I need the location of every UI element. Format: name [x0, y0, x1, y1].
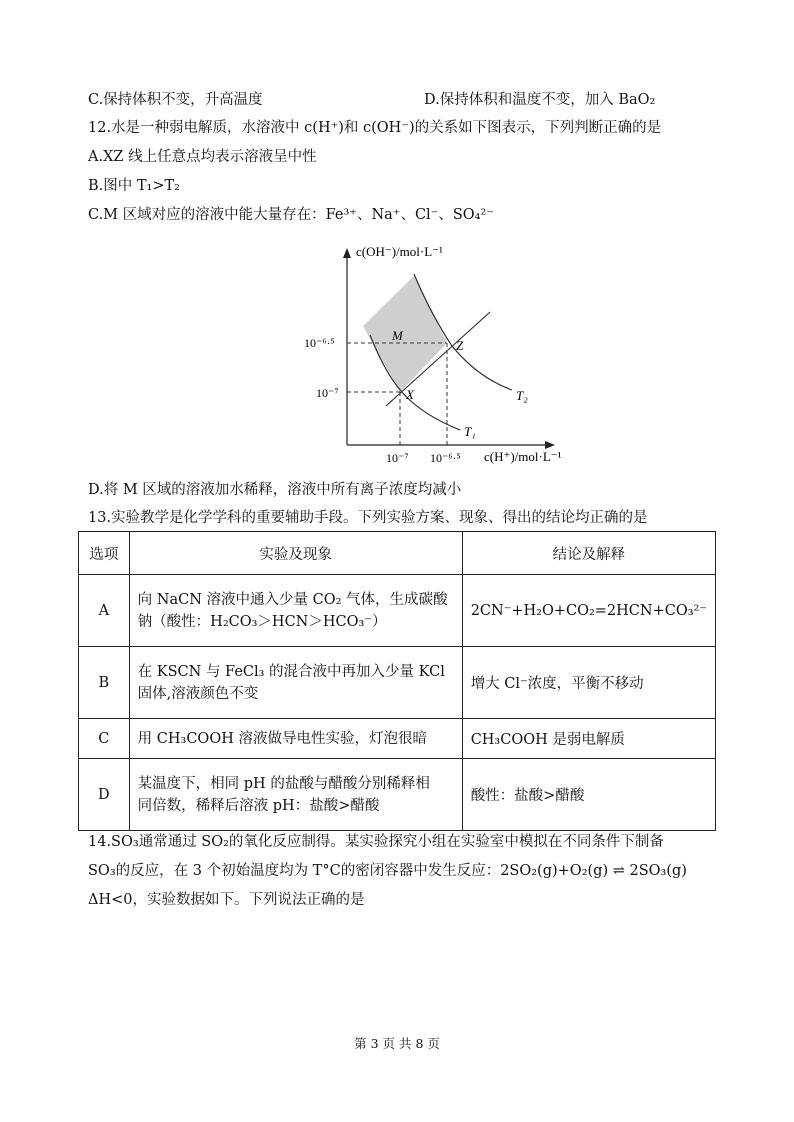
x-tick-high: 10⁻⁶·⁵: [430, 451, 461, 465]
x-tick-low: 10⁻⁷: [386, 451, 409, 465]
page-footer: 第 3 页 共 8 页: [354, 1036, 440, 1051]
row-experiment: [129, 719, 462, 759]
row-option: C: [79, 719, 130, 759]
row-option: B: [79, 647, 130, 719]
q12-option-a: A.XZ 线上任意点均表示溶液呈中性: [88, 149, 317, 165]
y-axis-arrow: [343, 248, 351, 258]
row-experiment-line1: 用 CH₃COOH 溶液做导电性实验，灯泡很暗: [137, 730, 427, 747]
q13-options-table: [78, 531, 716, 831]
row-experiment: [129, 759, 462, 831]
point-label-x: X: [406, 387, 414, 402]
header-experiment: 实验及现象: [129, 532, 462, 575]
row-experiment-line1: 某温度下，相同 pH 的盐酸与醋酸分别稀释相: [137, 775, 430, 792]
row-experiment-line2: 同倍数，稀释后溶液 pH：盐酸>醋酸: [137, 797, 380, 814]
q13-stem: 13.实验教学是化学学科的重要辅助手段。下列实验方案、现象、得出的结论均正确的是: [88, 510, 648, 526]
point-label-z: Z: [456, 338, 464, 353]
row-conclusion: 增大 Cl⁻浓度，平衡不移动: [462, 647, 715, 719]
row-experiment-line2: 钠（酸性：H₂CO₃＞HCN＞HCO₃⁻）: [137, 613, 387, 630]
row-conclusion: CH₃COOH 是弱电解质: [462, 719, 715, 759]
water-ion-product-graph: [300, 240, 600, 472]
q14-line1: 14.SO₃通常通过 SO₂的氧化反应制得。某实验探究小组在实验室中模拟在不同条件下制备: [88, 834, 664, 850]
q12-option-c: C.M 区域对应的溶液中能大量存在：Fe³⁺、Na⁺、Cl⁻、SO₄²⁻: [88, 207, 494, 223]
q14-line3: ΔH<0，实验数据如下。下列说法正确的是: [88, 892, 365, 908]
row-experiment: [129, 575, 462, 647]
y-tick-low: 10⁻⁷: [316, 386, 339, 400]
region-label-m: M: [392, 328, 403, 343]
q11-option-d: D.保持体积和温度不变，加入 BaO₂: [424, 92, 656, 108]
row-conclusion: 酸性：盐酸>醋酸: [462, 759, 715, 831]
row-experiment-line2: 固体,溶液颜色不变: [137, 685, 259, 702]
row-option: A: [79, 575, 130, 647]
table-row-c: [79, 719, 716, 759]
header-option: 选项: [79, 532, 130, 575]
curve-label-t2: T₂: [516, 388, 528, 403]
table-header-row: [79, 532, 716, 575]
row-experiment-line1: 在 KSCN 与 FeCl₃ 的混合液中再加入少量 KCl: [137, 663, 445, 680]
q14-line2: SO₃的反应，在 3 个初始温度均为 T°C的密闭容器中发生反应：2SO₂(g)+O₂(g) ⇌ 2SO₃(g): [88, 863, 687, 879]
row-option: D: [79, 759, 130, 831]
row-conclusion: 2CN⁻+H₂O+CO₂=2HCN+CO₃²⁻: [462, 575, 715, 647]
y-axis-label: c(OH⁻)/mol·L⁻¹: [356, 244, 443, 259]
table-row-d: [79, 759, 716, 831]
q11-option-c: C.保持体积不变，升高温度: [88, 92, 263, 108]
x-axis-label: c(H⁺)/mol·L⁻¹: [484, 449, 562, 464]
y-tick-high: 10⁻⁶·⁵: [304, 336, 335, 350]
x-axis-arrow: [545, 441, 555, 449]
row-experiment-line1: 向 NaCN 溶液中通入少量 CO₂ 气体，生成碳酸: [137, 591, 448, 608]
m-region: [363, 276, 447, 392]
table-row-a: [79, 575, 716, 647]
curve-label-t1: T₁: [464, 424, 476, 439]
q12-option-b: B.图中 T₁>T₂: [88, 178, 180, 194]
q12-stem: 12.水是一种弱电解质，水溶液中 c(H⁺)和 c(OH⁻)的关系如下图表示，下列判断正确的是: [88, 120, 662, 136]
table-row-b: [79, 647, 716, 719]
q12-option-d: D.将 M 区域的溶液加水稀释，溶液中所有离子浓度均减小: [88, 482, 462, 498]
header-conclusion: 结论及解释: [462, 532, 715, 575]
row-experiment: [129, 647, 462, 719]
